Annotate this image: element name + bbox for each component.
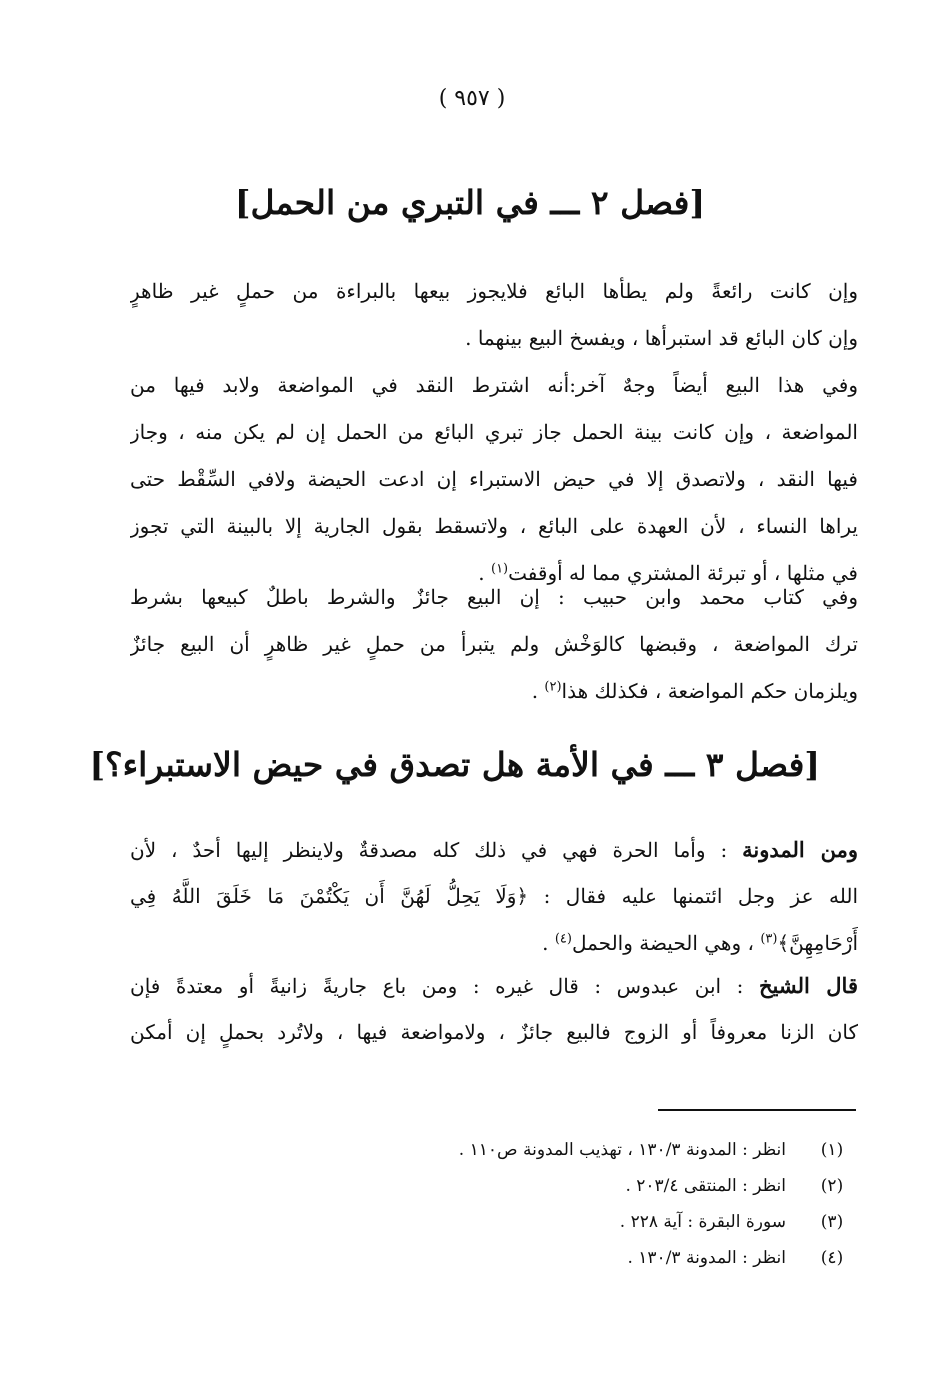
footnote-item: [130, 1204, 858, 1240]
text-run: : وأما الحرة فهي في ذلك كله مصدقةٌ ولاينظر إليها أحدٌ ، لأن: [130, 838, 743, 862]
text-line: وفي كتاب محمد وابن حبيب : إن البيع جائزٌ والشرط باطلٌ كبيعها بشرط: [130, 585, 858, 609]
period: .: [542, 931, 555, 955]
footnote-item: [130, 1132, 858, 1168]
footnote-item: [130, 1168, 858, 1204]
text-run: في مثلها ، أو تبرئة المشتري مما له أوقفت: [508, 561, 858, 585]
page-number: ( ٩٥٧ ): [438, 86, 506, 111]
section-heading-1: [فصل ٢ ـــ في التبري من الحمل]: [234, 183, 706, 222]
section-heading-2: [فصل ٣ ـــ في الأمة هل تصدق في حيض الاستبراء؟]: [89, 745, 820, 784]
text-line: وفي هذا البيع أيضاً وجهٌ آخر:أنه اشترط النقد في المواضعة ولابد فيها من: [130, 373, 858, 397]
footnote-marker: (١): [490, 561, 509, 577]
footnote-number: (٣): [820, 1212, 844, 1232]
text-line: [130, 962, 858, 1009]
text-line: [130, 920, 858, 967]
footnote-text: انظر : المدونة ١٣٠/٣ .: [627, 1248, 786, 1268]
period: .: [478, 561, 491, 585]
text-line: ترك المواضعة ، وقبضها كالوَخْش ولم يتبرأ من حملٍ غير ظاهرٍ أن البيع جائزٌ: [130, 632, 858, 656]
source-label: ومن المدونة: [742, 837, 858, 862]
footnote-number: (١): [820, 1140, 844, 1160]
text-line: [130, 668, 858, 715]
text-run: ويلزمان حكم المواضعة ، فكذلك هذا: [561, 679, 858, 703]
footnote-number: (٤): [820, 1248, 844, 1268]
footnote-marker: (٣): [760, 931, 778, 947]
quran-text: أَرْحَامِهِنَّ﴾: [777, 931, 858, 955]
text-run: ، وهي الحيضة والحمل: [571, 931, 761, 955]
text-line: المواضعة ، وإن كانت بينة الحمل جاز تبري البائع من الحمل إن لم يكن منه ، وجاز: [130, 420, 858, 444]
footnote-item: [130, 1240, 858, 1276]
text-line: يراها النساء ، لأن العهدة على البائع ، ولاتسقط بقول الجارية إلا بالبينة التي تجوز: [130, 514, 858, 538]
paragraph: [130, 962, 858, 1056]
paragraph: [130, 362, 858, 597]
footnote-text: سورة البقرة : آية ٢٢٨ .: [619, 1212, 786, 1232]
paragraph: [130, 574, 858, 715]
source-label: قال الشيخ: [758, 973, 858, 998]
footnote-marker: (٢): [544, 679, 562, 695]
text-run: : ابن عبدوس : قال غيره : ومن باع جاريةً زانيةً أو معتدةً فإن: [130, 974, 759, 998]
paragraph: [130, 268, 858, 362]
paragraph: [130, 826, 858, 967]
text-line: فيها النقد ، ولاتصدق إلا في حيض الاستبراء إن ادعت الحيضة ولافي السِّقْط حتى: [130, 467, 858, 491]
text-line: وإن كانت رائعةً ولم يطأها البائع فلايجوز بيعها بالبراءة من حملٍ غير ظاهرٍ: [130, 279, 858, 303]
footnote-marker: (٤): [554, 931, 572, 947]
footnote-separator: [658, 1109, 856, 1111]
text-line: وإن كان البائع قد استبرأها ، ويفسخ البيع بينهما .: [465, 326, 858, 350]
period: .: [531, 679, 545, 703]
footnotes: [130, 1132, 858, 1276]
footnote-text: انظر : المنتقى ٢٠٣/٤ .: [625, 1176, 786, 1196]
text-line: كان الزنا معروفاً أو الزوج فالبيع جائزٌ ، ولامواضعة فيها ، ولاتُرد بحملٍ إن أمكن: [130, 1020, 858, 1044]
footnote-number: (٢): [820, 1176, 844, 1196]
quran-line: الله عز وجل ائتمنها عليه فقال : ﴿وَلَا يَحِلُّ لَهُنَّ أَن يَكْتُمْنَ مَا خَلَقَ اللَّهُ فِي: [130, 884, 858, 908]
footnote-text: انظر : المدونة ١٣٠/٣ ، تهذيب المدونة ص١١٠ .: [458, 1140, 786, 1160]
text-line: [130, 826, 858, 873]
